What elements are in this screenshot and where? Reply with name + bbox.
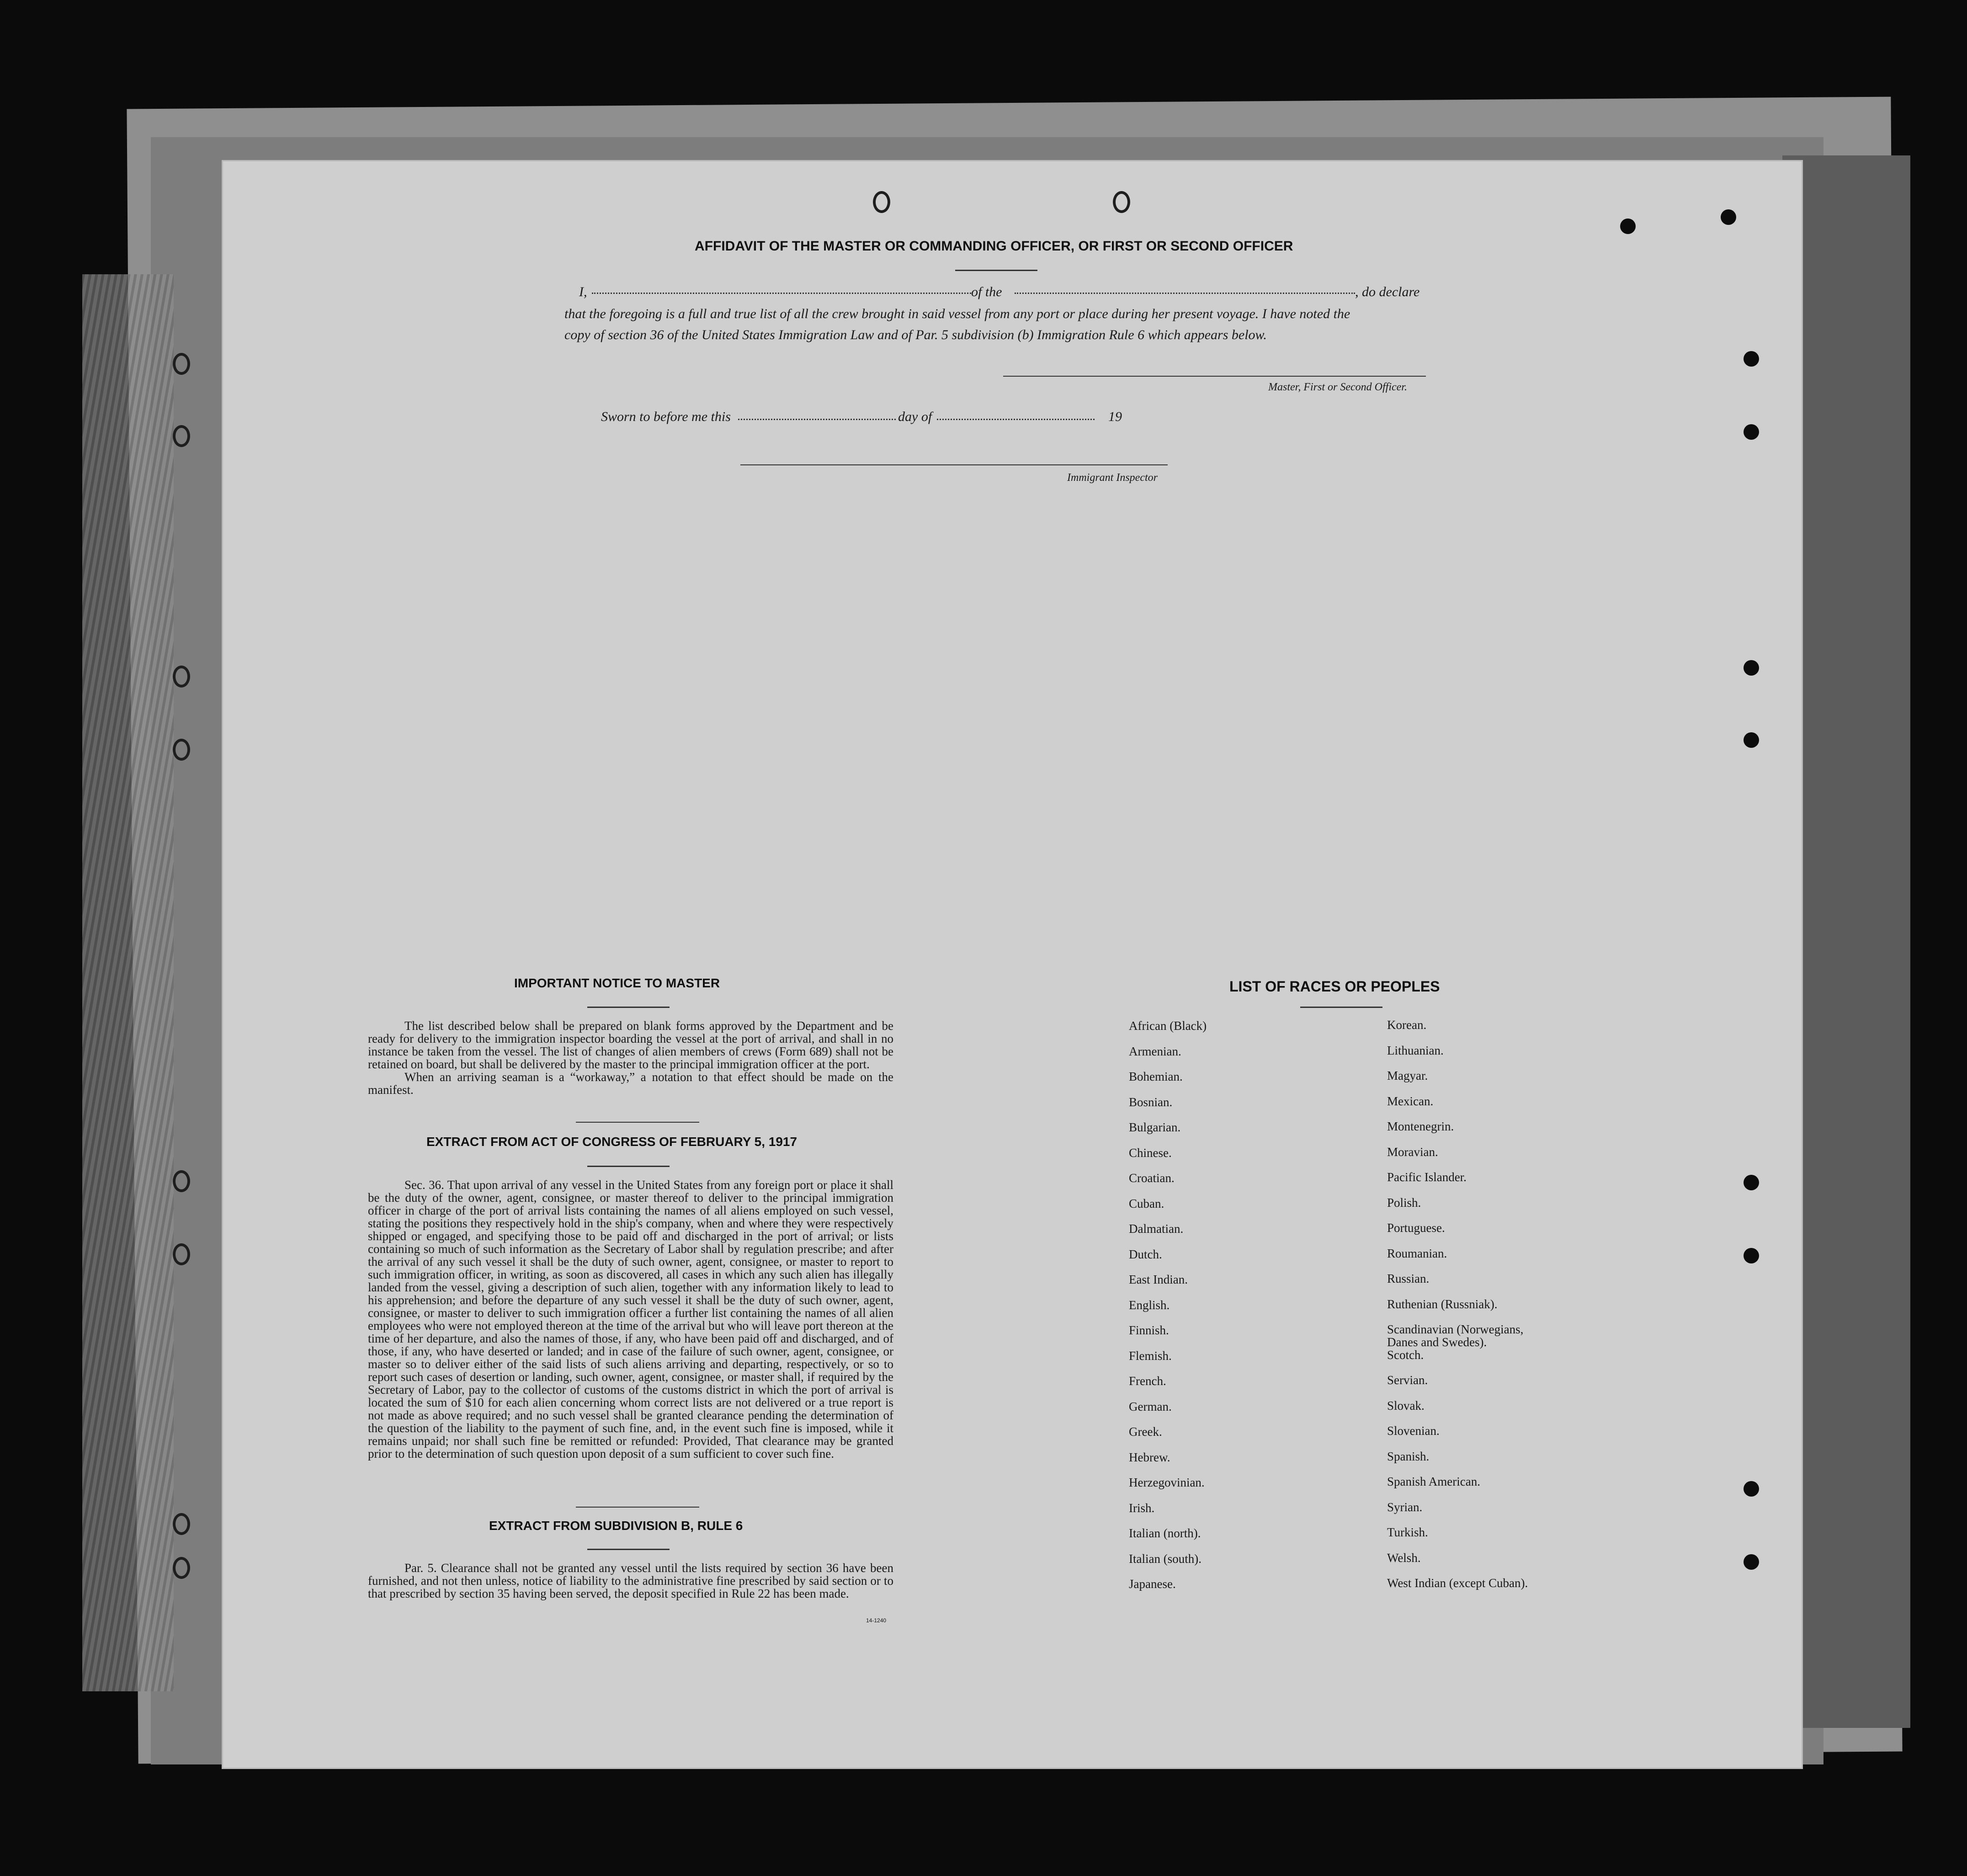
binder-hole: [173, 353, 190, 375]
race-item: Spanish.: [1387, 1449, 1430, 1463]
race-item: African (Black): [1129, 1019, 1207, 1033]
race-item: Irish.: [1129, 1501, 1155, 1515]
race-item: Bohemian.: [1129, 1070, 1183, 1083]
vessel-line: [1015, 293, 1355, 294]
inspector-label: Immigrant Inspector: [1067, 472, 1158, 484]
race-item: Finnish.: [1129, 1323, 1169, 1337]
binder-hole: [1744, 1175, 1759, 1190]
race-item: Greek.: [1129, 1425, 1162, 1439]
race-item: East Indian.: [1129, 1273, 1188, 1286]
extract-rule-text: [368, 1562, 893, 1600]
race-item: Cuban.: [1129, 1196, 1164, 1210]
notice-rule: [587, 1007, 670, 1008]
binder-hole: [1744, 351, 1759, 367]
race-item: Montenegrin.: [1387, 1119, 1454, 1133]
race-item: Armenian.: [1129, 1044, 1181, 1058]
race-item: Slovak.: [1387, 1398, 1425, 1412]
race-item: Croatian.: [1129, 1171, 1175, 1185]
binder-hole: [173, 739, 190, 761]
extract-rule-rule: [587, 1549, 670, 1550]
race-item: Portuguese.: [1387, 1221, 1445, 1235]
section-divider: [576, 1122, 699, 1123]
form-number: 14-1240: [866, 1617, 887, 1624]
race-item: Italian (south).: [1129, 1551, 1201, 1566]
binder-hole: [1744, 660, 1759, 676]
binder-hole: [873, 191, 890, 213]
extract-rule-title: EXTRACT FROM SUBDIVISION B, RULE 6: [489, 1519, 743, 1533]
race-item: Servian.: [1387, 1373, 1428, 1387]
race-item: Dalmatian.: [1129, 1222, 1184, 1236]
master-signature-line: [1003, 376, 1426, 377]
notice-paragraph-1: The list described below shall be prepared on blank forms approved by the Department and be ready for delivery to the immigration inspector boarding the vessel at the port of arrival, and shall in no instance be taken from the vessel. The list of changes of alien members of crews (Form 689) shall not be retained on board, but shall be delivered by the master to the principal immigration officer at the port.: [368, 1019, 893, 1071]
race-item: French.: [1129, 1374, 1166, 1388]
race-item: English.: [1129, 1298, 1170, 1312]
binder-hole: [1113, 191, 1130, 213]
races-left-column: [1129, 1019, 1357, 1641]
binder-hole: [173, 666, 190, 688]
race-item: Moravian.: [1387, 1145, 1438, 1159]
sworn-day-line: [738, 419, 896, 420]
race-item: Dutch.: [1129, 1247, 1162, 1261]
extract-act-text: [368, 1178, 893, 1460]
manifest-page: [222, 160, 1803, 1769]
notice-title: IMPORTANT NOTICE TO MASTER: [514, 976, 720, 990]
races-title: LIST OF RACES OR PEOPLES: [1229, 978, 1440, 995]
sworn-year: 19: [1108, 409, 1122, 424]
race-item: Chinese.: [1129, 1146, 1172, 1160]
extract-act-title: EXTRACT FROM ACT OF CONGRESS OF FEBRUARY 5, 1917: [426, 1135, 797, 1149]
race-item: Magyar.: [1387, 1069, 1428, 1082]
race-item: Korean.: [1387, 1018, 1427, 1032]
binder-hole: [173, 1557, 190, 1579]
name-line: [592, 293, 971, 294]
race-item: Syrian.: [1387, 1500, 1423, 1514]
race-item: Pacific Islander.: [1387, 1170, 1467, 1184]
section-divider: [576, 1507, 699, 1508]
binder-hole: [173, 1513, 190, 1535]
affidavit-declare: , do declare: [1355, 284, 1420, 299]
extract-act-rule: [587, 1166, 670, 1167]
binder-hole: [1721, 209, 1736, 225]
races-rule: [1300, 1007, 1382, 1008]
affidavit-of-the: of the: [971, 284, 1002, 299]
race-item: Scotch.: [1387, 1348, 1424, 1362]
binder-hole: [173, 1243, 190, 1265]
race-item: Polish.: [1387, 1195, 1421, 1210]
ruled-sheet-edges: [82, 274, 174, 1691]
notice-text: [368, 1019, 893, 1096]
affidavit-i: I,: [579, 284, 587, 299]
sworn-month-line: [937, 419, 1095, 420]
section-36-paragraph: Sec. 36. That upon arrival of any vessel in the United States from any foreign port or place it shall be the duty of the owner, agent, consignee, or master thereof to deliver to the principal immigration officer in charge of the port of arrival lists containing the names of all aliens employed on such vessel, stating the positions they respectively hold in the ship's company, when and where they were respectively shipped or engaged, and specifying those to be paid off and discharged in the port of arrival; or lists containing so much of such information as the Secretary of Labor shall by regulation prescribe; and after the arrival of any such vessel it shall be the duty of such owner, agent, consignee, or master to report to such immigration officer, in writing, as soon as discovered, all cases in which any such alien has illegally landed from the vessel, giving a description of such alien, together with any information likely to lead to his apprehension; and before the departure of any such vessel it shall be the duty of such owner, agent, consignee, or master to deliver to such immigration officer a further list containing the names of all alien employees who were not employed thereon at the time of the arrival but who will leave port thereon at the time of her departure, and also the names of those, if any, who have been paid off and discharged, and of those, if any, who have deserted or landed; and in case of the failure of such owner, agent, consignee, or master so to deliver either of the said lists of such aliens arriving and departing, respectively, or so to report such cases of desertion or landing, such owner, agent, consignee, or master shall, if required by the Secretary of Labor, pay to the collector of customs of the customs district in which the port of arrival is located the sum of $10 for each alien concerning whom correct lists are not delivered or a true report is not made as above required; and no such vessel shall be granted clearance pending the determination of the question of the liability to the payment of such fine, and, in the event such fine is imposed, while it remains unpaid; nor shall such fine be remitted or refunded: Provided, That clearance may be granted prior to the determination of such question upon deposit of a sum sufficient to cover such fine.: [368, 1178, 893, 1460]
race-item: Italian (north).: [1129, 1526, 1201, 1540]
sworn-day-of: day of: [898, 409, 932, 424]
race-item: German.: [1129, 1399, 1172, 1413]
sworn-prefix: Sworn to before me this: [601, 409, 731, 424]
binder-hole: [1620, 219, 1636, 234]
race-item: Bulgarian.: [1129, 1120, 1181, 1134]
race-item: Mexican.: [1387, 1094, 1434, 1108]
binder-hole: [173, 425, 190, 447]
race-item: Bosnian.: [1129, 1095, 1173, 1109]
inspector-signature-line: [740, 464, 1168, 465]
par-5-paragraph: Par. 5. Clearance shall not be granted any vessel until the lists required by section 36 have been furnished, and not then unless, notice of liability to the administrative fine prescribed by said section or to that prescribed by section 35 having been served, the deposit specified in Rule 22 has been made.: [368, 1561, 893, 1600]
binder-hole: [1744, 1481, 1759, 1497]
binder-hole: [1744, 732, 1759, 748]
race-item: Herzegovinian.: [1129, 1476, 1205, 1489]
affidavit-line-3: copy of section 36 of the United States Immigration Law and of Par. 5 subdivision (b) Immigration Rule 6 which appears below.: [564, 327, 1267, 342]
race-item: Roumanian.: [1387, 1246, 1447, 1260]
race-item: Ruthenian (Russniak).: [1387, 1297, 1498, 1311]
binder-hole: [1744, 424, 1759, 440]
race-item: Lithuanian.: [1387, 1043, 1444, 1057]
affidavit-title: AFFIDAVIT OF THE MASTER OR COMMANDING OFFICER, OR FIRST OR SECOND OFFICER: [695, 239, 1293, 254]
race-item: Slovenian.: [1387, 1424, 1440, 1438]
title-rule: [955, 270, 1037, 271]
race-item: Hebrew.: [1129, 1450, 1170, 1464]
binder-hole: [1744, 1554, 1759, 1570]
race-item: Spanish American.: [1387, 1475, 1480, 1488]
race-item: Welsh.: [1387, 1551, 1421, 1565]
affidavit-line-2: that the foregoing is a full and true list of all the crew brought in said vessel from any port or place during her present voyage. I have noted the: [564, 306, 1350, 321]
races-right-column: [1387, 1018, 1643, 1640]
race-item: Japanese.: [1129, 1577, 1176, 1591]
race-item: Turkish.: [1387, 1525, 1428, 1539]
race-item: West Indian (except Cuban).: [1387, 1576, 1528, 1590]
notice-paragraph-2: When an arriving seaman is a “workaway,” a notation to that effect should be made on the manifest.: [368, 1070, 893, 1097]
race-item: Russian.: [1387, 1272, 1430, 1285]
race-item: Scandinavian (Norwegians, Danes and Swedes).: [1387, 1322, 1524, 1349]
master-label: Master, First or Second Officer.: [1268, 381, 1407, 393]
race-item: Flemish.: [1129, 1348, 1172, 1363]
binder-hole: [173, 1170, 190, 1192]
binder-hole: [1744, 1248, 1759, 1263]
